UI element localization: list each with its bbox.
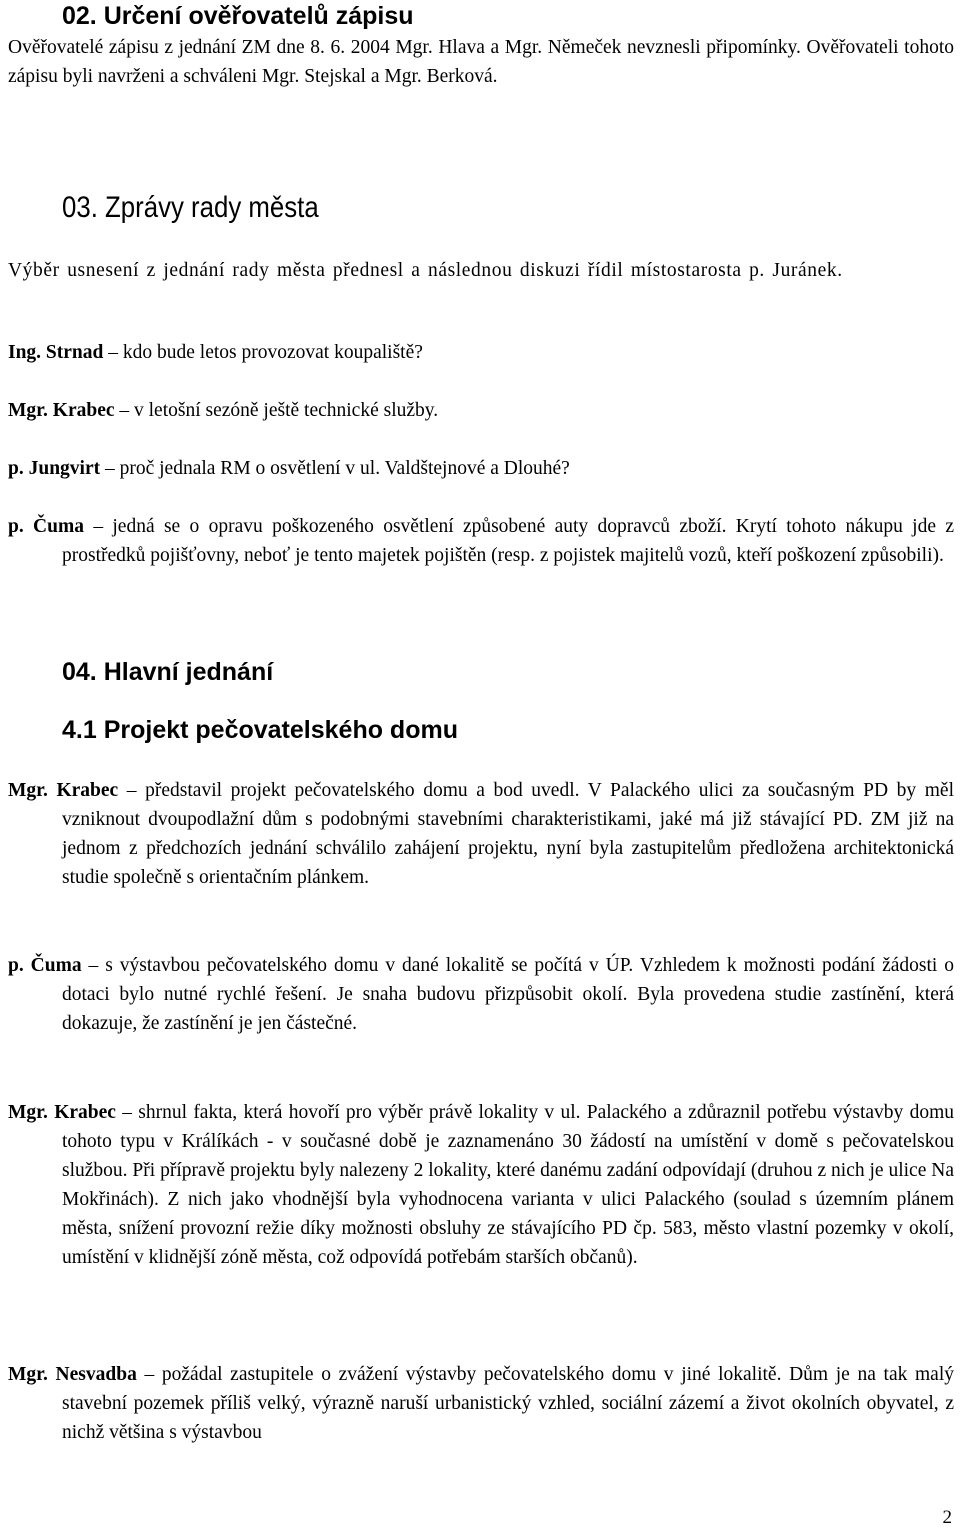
speaker-name: p. Jungvirt <box>8 458 101 479</box>
speaker-name: Mgr. Krabec <box>8 400 115 421</box>
section-04-subheading: 4.1 Projekt pečovatelského domu <box>62 716 458 744</box>
statement-text: – požádal zastupitele o zvážení výstavby pečovatelského domu v jiné lokalitě. Dům je na tak malý stavební pozemek příliš velký, výrazně naruší urbanistický vzhled, sociální zázemí a život okolních obyvatel, z nichž většina s výstavbou <box>62 1364 955 1443</box>
statement-text: – představil projekt pečovatelského domu a bod uvedl. V Palackého ulici za současným PD by měl vzniknout dvoupodlažní dům s podobnými stavebními charakteristikami, jaké má již stávající PD. ZM již na jednom z předchozích jednání schválilo zahájení projektu, nyní byla zastupitelům předložena architektonická studie společně s orientačním plánkem. <box>62 780 955 888</box>
section-02-heading: 02. Určení ověřovatelů zápisu <box>62 2 414 30</box>
statement-text: – kdo bude letos provozovat koupaliště? <box>103 342 423 363</box>
statement-text: – s výstavbou pečovatelského domu v dané lokalitě se počítá v ÚP. Vzhledem k možnosti podání žádosti o dotaci bylo nutné rychlé řešení. Je snaha budovu přizpůsobit okolí. Byla provedena studie zastínění, která dokazuje, že zastínění je jen částečné. <box>62 955 954 1034</box>
section-04-heading: 04. Hlavní jednání <box>62 658 274 686</box>
section-02-text: Ověřovatelé zápisu z jednání ZM dne 8. 6. 2004 Mgr. Hlava a Mgr. Němeček nevznesli připomínky. Ověřovateli tohoto zápisu byli navrženi a schváleni Mgr. Stejskal a Mgr. Berková. <box>8 37 954 87</box>
list-item <box>8 396 954 425</box>
speaker-name: Mgr. Krabec <box>8 1102 116 1123</box>
list-item <box>8 1098 954 1272</box>
list-item <box>8 1360 954 1447</box>
list-item <box>8 338 954 367</box>
section-03-heading: 03. Zprávy rady města <box>62 191 319 224</box>
speaker-name: Ing. Strnad <box>8 342 104 363</box>
statement-text: – proč jednala RM o osvětlení v ul. Valdštejnové a Dlouhé? <box>100 458 570 479</box>
list-item <box>8 951 954 1038</box>
list-item <box>8 454 954 483</box>
page-number: 2 <box>942 1507 952 1528</box>
speaker-name: p. Čuma <box>8 516 84 537</box>
list-item <box>8 512 954 570</box>
statement-text: – v letošní sezóně ještě technické služby. <box>114 400 439 421</box>
speaker-name: Mgr. Krabec <box>8 780 119 801</box>
speaker-name: Mgr. Nesvadba <box>8 1364 137 1385</box>
list-item <box>8 776 954 892</box>
statement-text: – shrnul fakta, která hovoří pro výběr právě lokality v ul. Palackého a zdůraznil potřebu výstavby domu tohoto typu v Králíkách - v současné době je zaznamenáno 30 žádostí na umístění v domě s pečovatelskou službou. Při přípravě projektu byly nalezeny 2 lokality, které danému zadání odpovídají (druhou z nich je ulice Na Mokřinách). Z nich jako vhodnější byla vyhodnocena varianta v ulici Palackého (soulad s územním plánem města, snížení provozní režie díky možnosti obsluhy ze stávajícího PD čp. 583, město vlastní pozemky v okolí, umístění v klidnější zóně města, což odpovídá potřebám starších občanů). <box>62 1102 954 1268</box>
statement-text: – jedná se o opravu poškozeného osvětlení způsobené auty dopravců zboží. Krytí tohoto nákupu jde z prostředků pojišťovny, neboť je tento majetek pojištěn (resp. z pojistek majitelů vozů, kteří poškození způsobili). <box>62 516 954 566</box>
section-03-intro: Výběr usnesení z jednání rady města přednesl a následnou diskuzi řídil místostarosta p. Juránek. <box>8 260 843 281</box>
speaker-name: p. Čuma <box>8 955 82 976</box>
